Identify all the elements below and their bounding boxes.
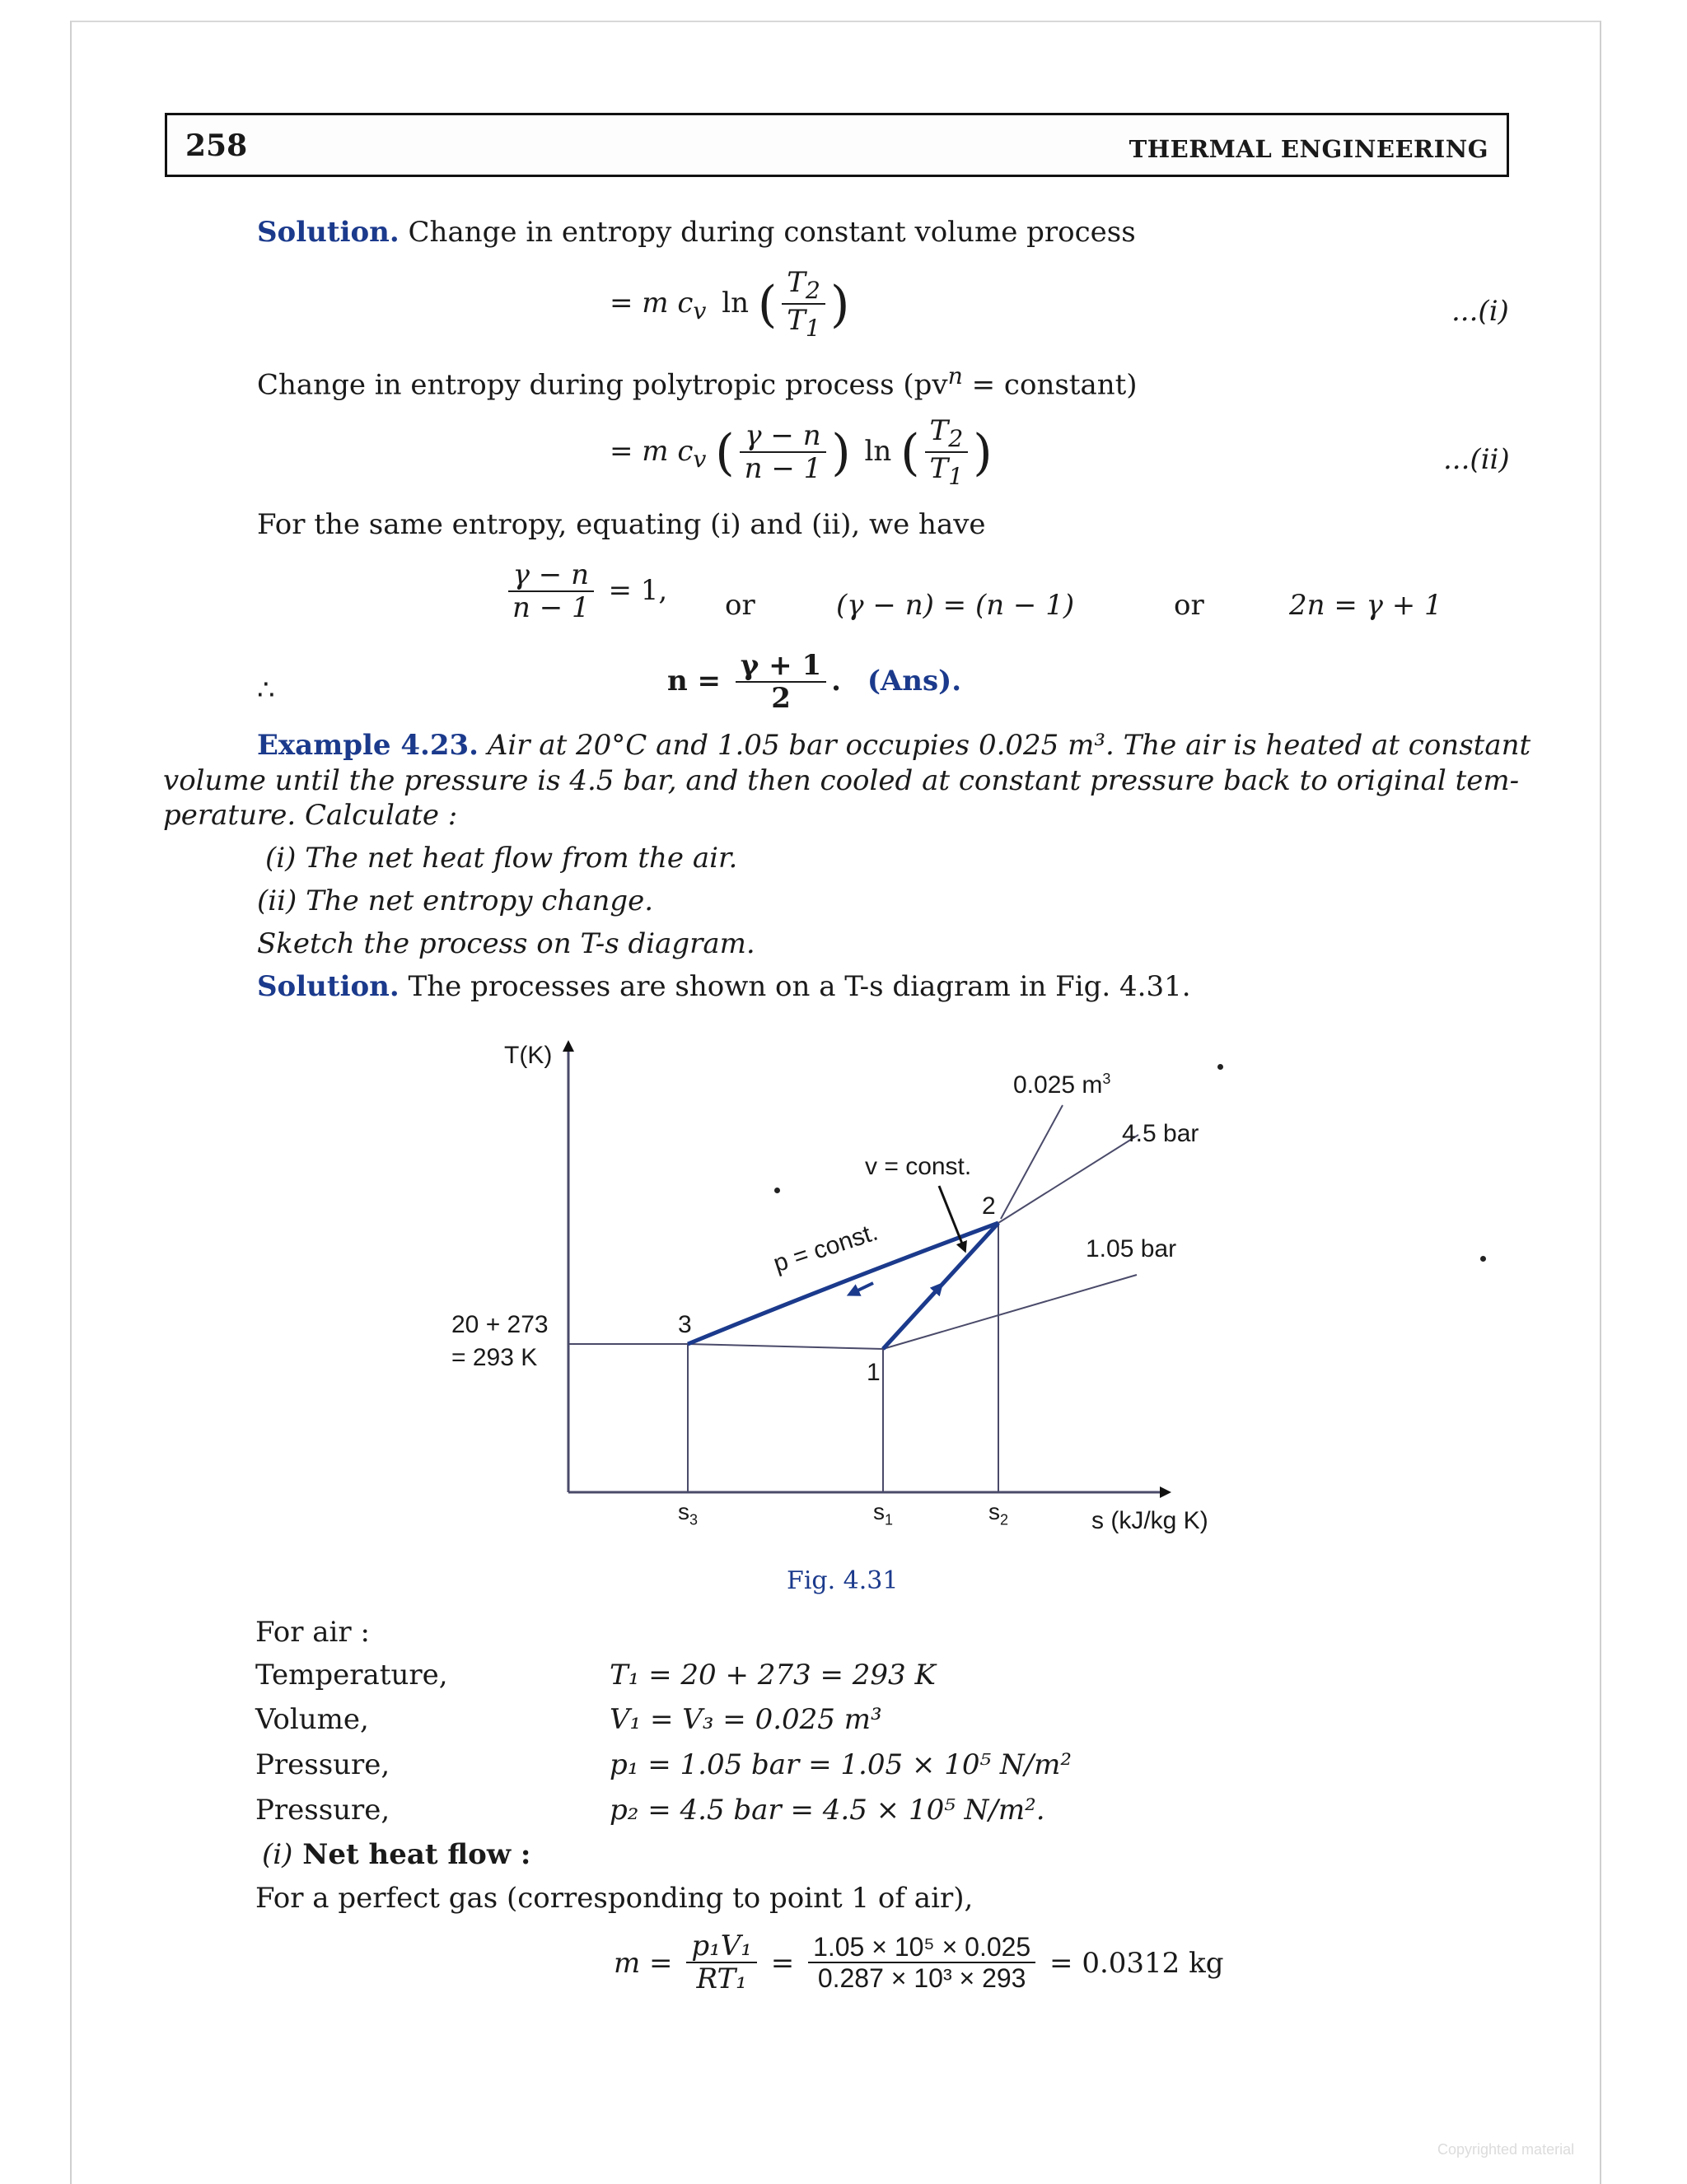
process-1-2-arrow bbox=[927, 1287, 939, 1301]
page-number: 258 bbox=[185, 128, 248, 163]
isobar-1-05-bar bbox=[883, 1275, 1137, 1349]
process-2-3-arrow bbox=[853, 1283, 873, 1293]
temperature-label-2: = 293 K bbox=[451, 1344, 538, 1371]
solution2-line: Solution. The processes are shown on a T-s diagram in Fig. 4.31. bbox=[257, 970, 1191, 1003]
example-line-2: volume until the pressure is 4.5 bar, and then cooled at constant pressure back to original tem- bbox=[163, 764, 1520, 797]
equation-tag-ii: ...(ii) bbox=[1443, 443, 1510, 476]
net-heat-heading: (i) Net heat flow : bbox=[262, 1838, 531, 1871]
running-title: THERMAL ENGINEERING bbox=[1129, 135, 1488, 163]
process-1-2 bbox=[883, 1223, 998, 1349]
pressure-4-5-bar-label: 4.5 bar bbox=[1122, 1120, 1199, 1147]
for-air-title: For air : bbox=[255, 1616, 370, 1649]
solution-label: Solution. bbox=[257, 216, 400, 249]
perfect-gas-line: For a perfect gas (corresponding to point 1 of air), bbox=[255, 1882, 974, 1915]
figure-caption: Fig. 4.31 bbox=[787, 1566, 899, 1595]
example-item-1: (i) The net heat flow from the air. bbox=[265, 842, 738, 875]
equation-ii: = m $c_v$ ( $\frac{\gamma - n}{n - 1}$ ) ln ( $\frac{T_2}{T_1}$ ) bbox=[610, 414, 993, 490]
for-air-row-label-1: Temperature, bbox=[255, 1659, 448, 1692]
s3-label: $s_3$ bbox=[678, 1499, 699, 1528]
copyright-watermark: Copyrighted material bbox=[1437, 2141, 1575, 2158]
for-air-row-value-4: p₂ = 4.5 bar = 4.5 × 10⁵ N/m². bbox=[610, 1794, 1045, 1827]
equation-3-or1: or bbox=[725, 589, 755, 622]
scan-dot bbox=[774, 1188, 780, 1193]
temperature-label-1: 20 + 273 bbox=[451, 1311, 549, 1338]
for-air-row-value-2: V₁ = V₃ = 0.025 m³ bbox=[610, 1703, 882, 1736]
answer-equation: n = $\frac{\gamma + 1}{2}$ . (Ans). bbox=[667, 649, 962, 716]
solution2-label: Solution. bbox=[257, 970, 400, 1003]
isobar-3-1 bbox=[688, 1344, 883, 1349]
volume-label: 0.025 $m^3$ bbox=[1013, 1071, 1111, 1099]
isobar-4-5-bar bbox=[998, 1135, 1138, 1223]
same-entropy-line: For the same entropy, equating (i) and (ii), we have bbox=[257, 508, 986, 541]
answer-label: (Ans). bbox=[867, 665, 962, 698]
example-item-2: (ii) The net entropy change. bbox=[257, 884, 654, 917]
pressure-1-05-bar-label: 1.05 bar bbox=[1086, 1235, 1177, 1262]
for-air-row-label-3: Pressure, bbox=[255, 1748, 390, 1781]
equation-tag-i: ...(i) bbox=[1451, 295, 1509, 328]
for-air-row-value-3: p₁ = 1.05 bar = 1.05 × 10⁵ N/m² bbox=[610, 1748, 1072, 1781]
scan-dot bbox=[1480, 1256, 1486, 1262]
for-air-row-label-4: Pressure, bbox=[255, 1794, 390, 1827]
point-3-label: 3 bbox=[678, 1311, 692, 1338]
polytropic-line: Change in entropy during polytropic process ($pv^n$ = constant) bbox=[257, 362, 1138, 402]
s2-label: $s_2$ bbox=[988, 1499, 1009, 1528]
mass-equation: m = $\frac{\text{p₁V₁}}{\text{RT₁}}$ = $\frac{\text{1.05 × 10⁵ × 0.025}}{\text{0.287 × 10³ × 293}}$ = 0.0312 kg bbox=[614, 1930, 1224, 1996]
equation-i: = m $c_v$ ln ( $\frac{T_2}{T_1}$ ) bbox=[610, 266, 850, 342]
example-item-3: Sketch the process on T-s diagram. bbox=[257, 927, 755, 960]
y-axis-label: T(K) bbox=[504, 1042, 553, 1069]
point-1-label: 1 bbox=[867, 1359, 881, 1386]
example-label: Example 4.23. bbox=[257, 729, 479, 762]
v-const-label: v = const. bbox=[865, 1153, 972, 1180]
scan-dot bbox=[1217, 1064, 1223, 1070]
equation-3-middle: (γ − n) = (n − 1) bbox=[836, 589, 1075, 622]
equation-3-right: 2n = γ + 1 bbox=[1289, 589, 1442, 622]
point-2-label: 2 bbox=[982, 1192, 996, 1220]
p-const-label: p = const. bbox=[770, 1218, 881, 1278]
example-line-1: Example 4.23. Air at 20°C and 1.05 bar occupies 0.025 m³. The air is heated at constant bbox=[257, 729, 1531, 762]
therefore-symbol: ∴ bbox=[257, 674, 275, 707]
equation-3-left: $\frac{\gamma - n}{n - 1}$ = 1, bbox=[502, 560, 667, 624]
x-axis-label: s (kJ/kg K) bbox=[1091, 1507, 1208, 1534]
for-air-row-label-2: Volume, bbox=[255, 1703, 369, 1736]
s1-label: $s_1$ bbox=[873, 1499, 894, 1528]
equation-3-or2: or bbox=[1174, 589, 1204, 622]
for-air-row-value-1: T₁ = 20 + 273 = 293 K bbox=[610, 1659, 936, 1692]
solution-intro-text: Change in entropy during constant volume process bbox=[408, 216, 1136, 249]
example-line-3: perature. Calculate : bbox=[163, 799, 458, 832]
